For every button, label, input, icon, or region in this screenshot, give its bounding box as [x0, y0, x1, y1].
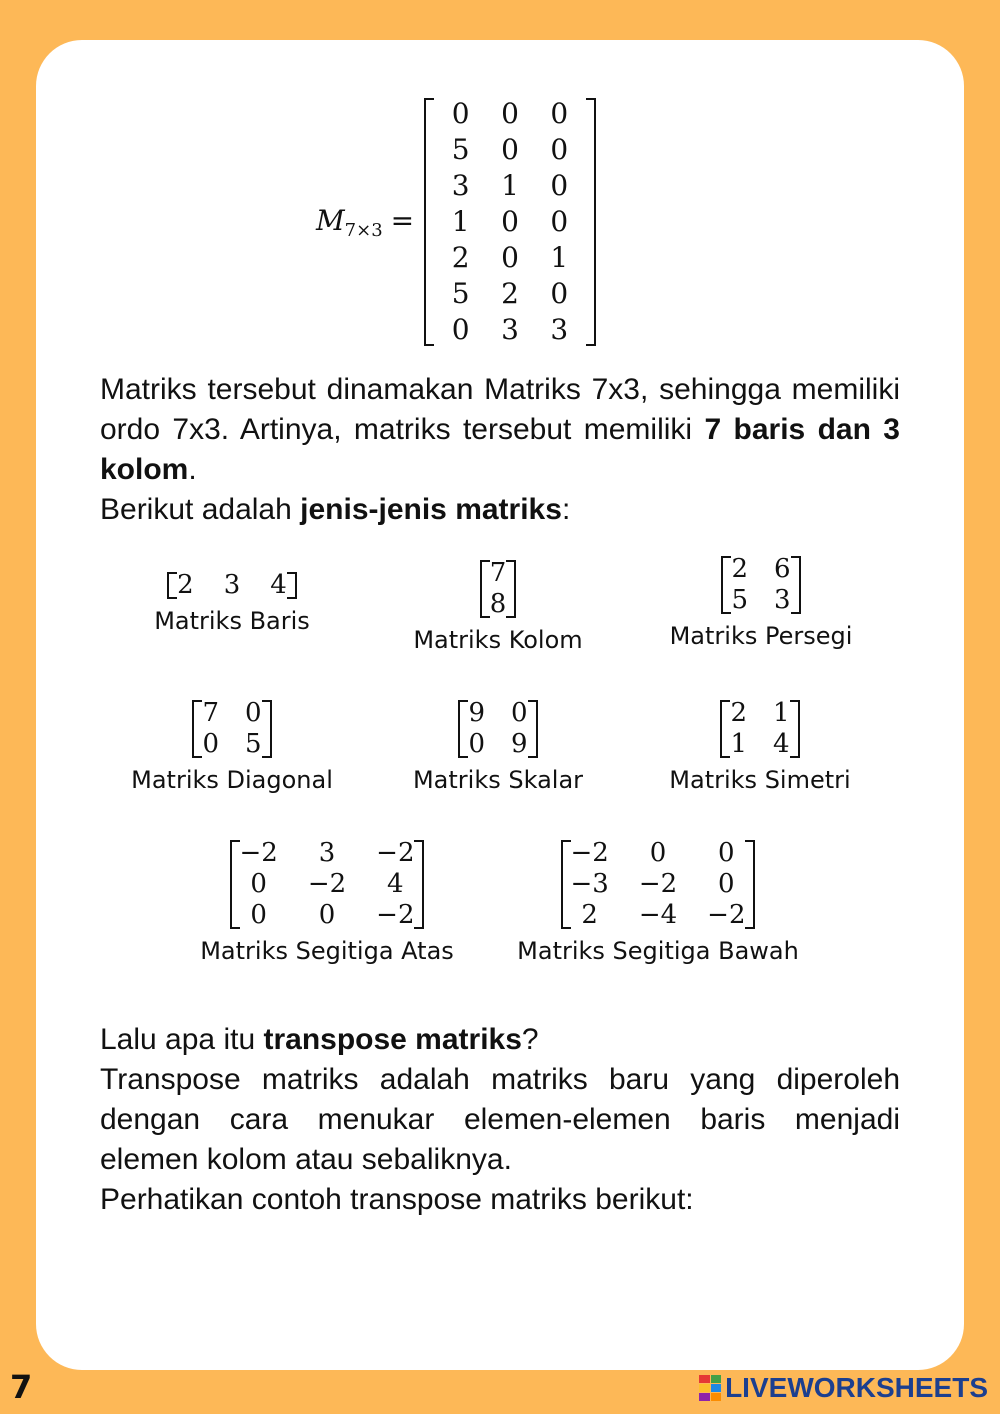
matrix-cell: 2 [730, 698, 747, 728]
matrix-persegi-grid [721, 554, 800, 616]
matrix-kolom [400, 558, 596, 654]
paragraph-ordo: Matriks tersebut dinamakan Matriks 7x3, sehingga memiliki ordo 7x3. Artinya, matriks tersebut memiliki 7 baris dan 3 kolom. [100, 373, 900, 486]
matrix-cell: 0 [550, 169, 569, 202]
matrix-cell: 7 [202, 698, 219, 728]
matrix-cell: 3 [318, 838, 336, 868]
matrix-segitiga-bawah-grid [561, 838, 756, 931]
paragraph-question: Lalu apa itu transpose matriks? [100, 1023, 539, 1056]
matrix-cell: 0 [318, 900, 336, 930]
matrix-cell: −2 [707, 900, 746, 930]
matrix-cell: 1 [550, 241, 569, 274]
matrix-cell: 0 [202, 729, 219, 759]
matrix-cell: 0 [501, 205, 519, 238]
matrix-skalar-grid [458, 698, 537, 760]
matrix-cell: 0 [451, 97, 470, 130]
matrix-cell: 3 [550, 313, 569, 346]
caption-segitiga-atas: Matriks Segitiga Atas [200, 937, 454, 965]
matrix-cell: −2 [307, 869, 347, 899]
matrix-baris [146, 570, 318, 635]
matrix-cell: 1 [730, 729, 747, 759]
matrix-cell: 5 [451, 277, 470, 310]
matrix-cell: 0 [550, 277, 569, 310]
matrix-cell: 0 [550, 97, 569, 130]
matrix-cell: −2 [570, 838, 609, 868]
matrix-kolom-grid [480, 558, 517, 620]
matrix-persegi [658, 554, 864, 650]
page-number: 7 [10, 1368, 33, 1406]
matrix-cell: 8 [489, 589, 507, 619]
matrix-segitiga-bawah [508, 838, 808, 965]
matrix-cell: 3 [501, 313, 519, 346]
matrix-cell: 1 [501, 169, 519, 202]
matrix-cell: 0 [245, 698, 262, 728]
matrix-cell: 0 [501, 241, 519, 274]
matrix-cell: 0 [451, 313, 470, 346]
main-matrix-block [316, 96, 596, 356]
matrix-cell: 3 [223, 570, 241, 600]
matrix-diagonal [120, 698, 344, 794]
paragraph-example-intro: Perhatikan contoh transpose matriks berikut: [100, 1183, 694, 1216]
matrix-cell: 0 [250, 900, 267, 930]
caption-baris: Matriks Baris [154, 607, 310, 635]
matrix-cell: −2 [376, 900, 415, 930]
matrix-cell: 2 [731, 554, 748, 584]
matrix-cell: −2 [638, 869, 678, 899]
matrix-cell: 0 [468, 729, 485, 759]
matrix-cell: 0 [550, 133, 569, 166]
matrix-cell: 3 [451, 169, 470, 202]
matrix-cell: 5 [245, 729, 262, 759]
matrix-cell: 1 [451, 205, 470, 238]
matrix-cell: 7 [489, 558, 507, 588]
matrix-cell: 2 [451, 241, 470, 274]
caption-kolom: Matriks Kolom [413, 626, 583, 654]
matrix-cell: 0 [501, 133, 519, 166]
matrix-cell: 0 [250, 869, 267, 899]
caption-skalar: Matriks Skalar [412, 766, 584, 794]
matrix-simetri [656, 698, 864, 794]
matrix-cell: 6 [774, 554, 791, 584]
matrix-cell: 2 [177, 570, 194, 600]
matrix-cell: 4 [773, 729, 790, 759]
matrix-baris-grid [167, 570, 297, 601]
matrix-cell: 0 [718, 869, 735, 899]
caption-persegi: Matriks Persegi [669, 622, 853, 650]
matrix-cell: 0 [511, 698, 528, 728]
matrix-segitiga-atas-grid [230, 838, 425, 931]
matrix-simetri-grid [720, 698, 799, 760]
paragraph-jenis: Berikut adalah jenis-jenis matriks: [100, 493, 571, 526]
matrix-cell: −4 [638, 900, 678, 930]
matrix-cell: 9 [468, 698, 485, 728]
matrix-cell: 4 [387, 869, 404, 899]
matrix-cell: 4 [270, 570, 287, 600]
matrix-diagonal-grid [192, 698, 271, 760]
brand-logo [699, 1372, 988, 1404]
matrix-cell: 2 [581, 900, 598, 930]
matrix-cell: 0 [501, 97, 519, 130]
matrix-cell: 0 [649, 838, 667, 868]
matrix-cell: 0 [718, 838, 735, 868]
matrix-label: $M_{7\times 3}$ = [316, 204, 415, 241]
matrix-cell: 1 [773, 698, 790, 728]
matrix-cell: 5 [731, 585, 748, 615]
matrix-cell: −3 [570, 869, 609, 899]
paragraph-transpose-def: Transpose matriks adalah matriks baru yang diperoleh dengan cara menukar elemen-elemen baris menjadi elemen kolom atau sebaliknya. [100, 1063, 900, 1176]
matrix-cell: 9 [511, 729, 528, 759]
caption-simetri: Matriks Simetri [669, 766, 851, 794]
main-matrix [424, 96, 596, 348]
matrix-cell: 3 [774, 585, 791, 615]
matrix-cell: −2 [239, 838, 278, 868]
matrix-skalar [400, 698, 596, 794]
matrix-cell: 5 [451, 133, 470, 166]
caption-segitiga-bawah: Matriks Segitiga Bawah [517, 937, 799, 965]
brand-text: LIVEWORKSHEETS [725, 1372, 988, 1403]
matrix-segitiga-atas [194, 838, 460, 965]
matrix-cell: 2 [501, 277, 519, 310]
matrix-cell: −2 [376, 838, 415, 868]
caption-diagonal: Matriks Diagonal [131, 766, 333, 794]
matrix-cell: 0 [550, 205, 569, 238]
liveworksheets-icon [699, 1375, 721, 1401]
